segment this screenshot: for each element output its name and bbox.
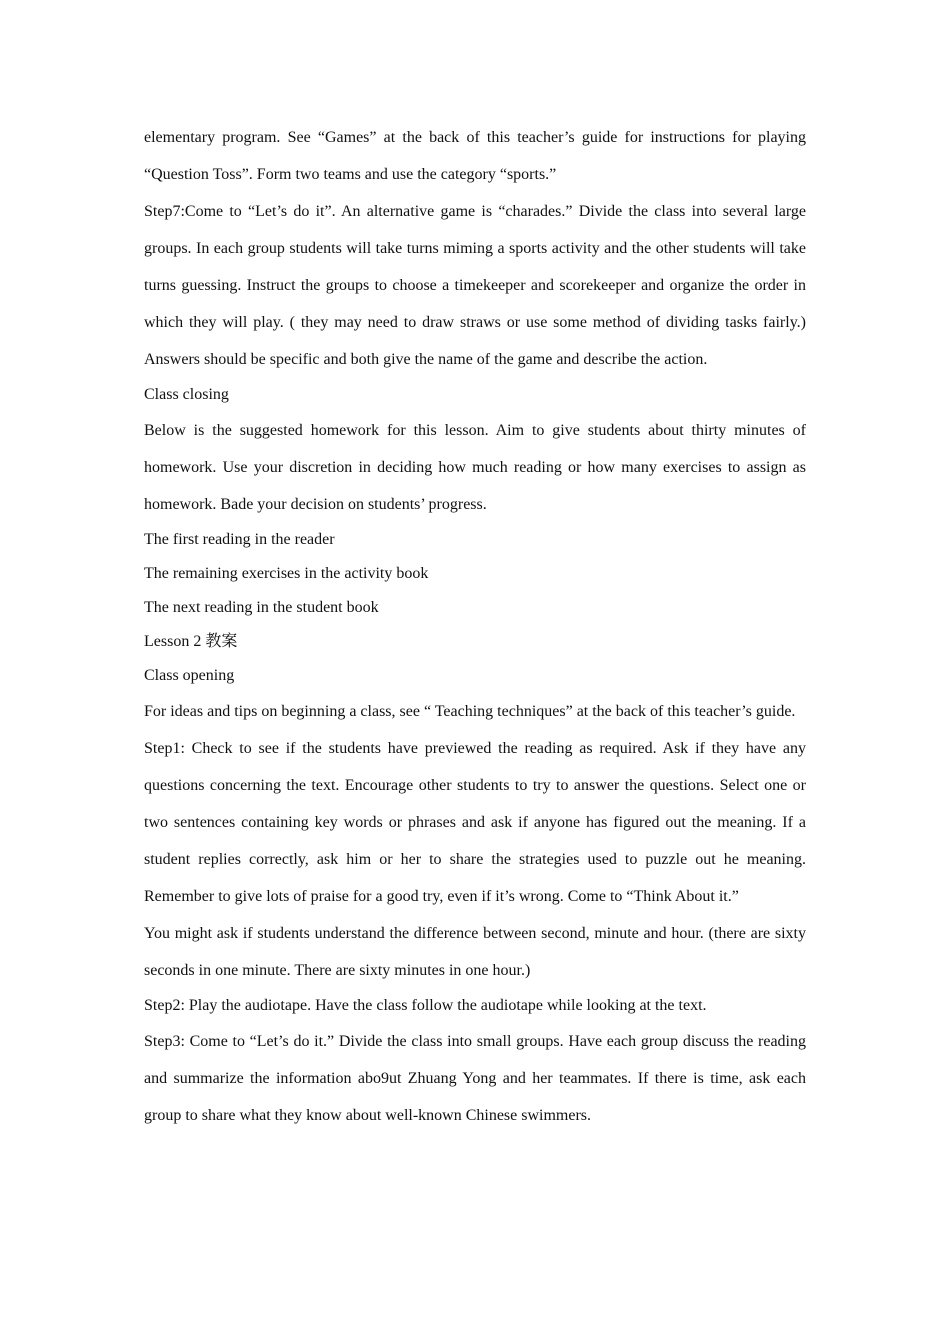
list-item-student-book: The next reading in the student book (144, 599, 379, 616)
paragraph-games-instructions: elementary program. See “Games” at the back of this teacher’s guide for instructions for playing “Question Toss”. Form two teams and use the category “sports.” (144, 129, 806, 183)
paragraph-step7: Step7:Come to “Let’s do it”. An alternative game is “charades.” Divide the class into several large groups. In each group students will take turns miming a sports activity and the other students will take turns guessing. Instruct the groups to choose a timekeeper and scorekeeper and organize the order in which they will play. ( they may need to draw straws or use some method of dividing tasks fairly.) Answers should be specific and both give the name of the game and describe the action. (144, 203, 806, 368)
list-item-reader: The first reading in the reader (144, 531, 335, 548)
paragraph-step1: Step1: Check to see if the students have previewed the reading as required. Ask if they have any questions concerning the text. Encourage other students to try to answer the questions. Select one or two sentences containing key words or phrases and ask if anyone has figured out the meaning. If a student replies correctly, ask him or her to share the strategies used to puzzle out he meaning. Remember to give lots of praise for a good try, even if it’s wrong. Come to “Think About it.” (144, 740, 806, 905)
paragraph-homework: Below is the suggested homework for this lesson. Aim to give students about thirty minutes of homework. Use your discretion in deciding how much reading or how many exercises to assign as homework. Bade your decision on students’ progress. (144, 422, 806, 513)
paragraph-time-units: You might ask if students understand the difference between second, minute and hour. (there are sixty seconds in one minute. There are sixty minutes in one hour.) (144, 925, 806, 979)
document-body (144, 119, 806, 1134)
heading-class-opening: Class opening (144, 667, 235, 684)
heading-lesson-2: Lesson 2 教案 (144, 633, 238, 650)
paragraph-teaching-techniques: For ideas and tips on beginning a class, see “ Teaching techniques” at the back of this teacher’s guide. (144, 703, 796, 720)
paragraph-step2: Step2: Play the audiotape. Have the class follow the audiotape while looking at the text. (144, 997, 707, 1014)
paragraph-step3: Step3: Come to “Let’s do it.” Divide the class into small groups. Have each group discuss the reading and summarize the information abo9ut Zhuang Yong and her teammates. If there is time, ask each group to share what they know about well-known Chinese swimmers. (144, 1033, 806, 1124)
list-item-activity-book: The remaining exercises in the activity book (144, 565, 429, 582)
heading-class-closing: Class closing (144, 386, 229, 403)
